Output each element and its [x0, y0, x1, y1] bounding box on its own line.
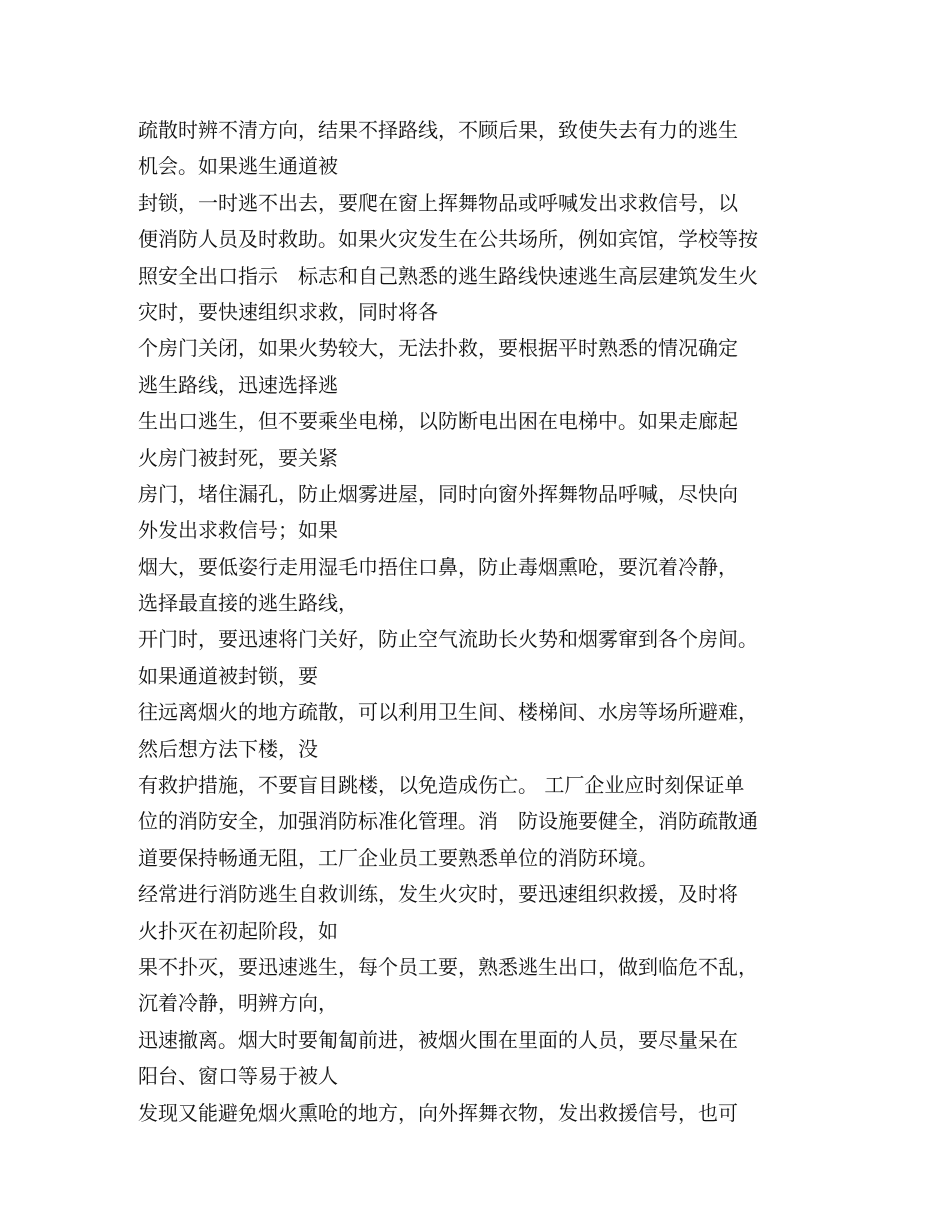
text-line: 沉着冷静，明辨方向，	[138, 991, 338, 1016]
text-line: 经常进行消防逃生自救训练，发生火灾时，要迅速组织救援，及时将	[138, 882, 738, 907]
text-line: 个房门关闭，如果火势较大，无法扑救，要根据平时熟悉的情况确定	[138, 336, 738, 361]
text-line: 往远离烟火的地方疏散，可以利用卫生间、楼梯间、水房等场所避难，	[138, 700, 758, 725]
text-line: 火房门被封死，要关紧	[138, 445, 338, 470]
body-text	[138, 112, 818, 1131]
text-line: 机会。如果逃生通道被	[138, 154, 338, 179]
text-line: 阳台、窗口等易于被人	[138, 1064, 338, 1089]
text-line: 迅速撤离。烟大时要匍匐前进，被烟火围在里面的人员，要尽量呆在	[138, 1027, 738, 1052]
text-line: 道要保持畅通无阻，工厂企业员工要熟悉单位的消防环境。	[138, 845, 658, 870]
text-line: 然后想方法下楼，没	[138, 736, 318, 761]
text-line: 外发出求救信号；如果	[138, 518, 338, 543]
text-line: 开门时，要迅速将门关好，防止空气流助长火势和烟雾窜到各个房间。	[138, 627, 758, 652]
text-line: 位的消防安全，加强消防标准化管理。消 防设施要健全，消防疏散通	[138, 809, 758, 834]
text-line: 选择最直接的逃生路线，	[138, 591, 358, 616]
text-line: 有救护措施，不要盲目跳楼，以免造成伤亡。 工厂企业应时刻保证单	[138, 773, 745, 798]
text-line: 果不扑灭，要迅速逃生，每个员工要，熟悉逃生出口，做到临危不乱，	[138, 954, 758, 979]
text-line: 烟大，要低姿行走用湿毛巾捂住口鼻，防止毒烟熏呛，要沉着冷静，	[138, 554, 738, 579]
text-line: 灾时，要快速组织求救，同时将各	[138, 299, 438, 324]
text-line: 发现又能避免烟火熏呛的地方，向外挥舞衣物，发出救援信号，也可	[138, 1100, 738, 1125]
text-line: 如果通道被封锁，要	[138, 663, 318, 688]
text-line: 封锁，一时逃不出去，要爬在窗上挥舞物品或呼喊发出求救信号，以	[138, 190, 738, 215]
text-line: 火扑灭在初起阶段，如	[138, 918, 338, 943]
text-line: 逃生路线，迅速选择逃	[138, 372, 338, 397]
text-line: 房门，堵住漏孔，防止烟雾进屋，同时向窗外挥舞物品呼喊，尽快向	[138, 481, 738, 506]
text-line: 生出口逃生，但不要乘坐电梯，以防断电出困在电梯中。如果走廊起	[138, 409, 738, 434]
text-line: 便消防人员及时救助。如果火灾发生在公共场所，例如宾馆，学校等按	[138, 227, 758, 252]
text-line: 疏散时辨不清方向，结果不择路线，不顾后果，致使失去有力的逃生	[138, 118, 738, 142]
text-line: 照安全出口指示 标志和自己熟悉的逃生路线快速逃生高层建筑发生火	[138, 263, 758, 288]
